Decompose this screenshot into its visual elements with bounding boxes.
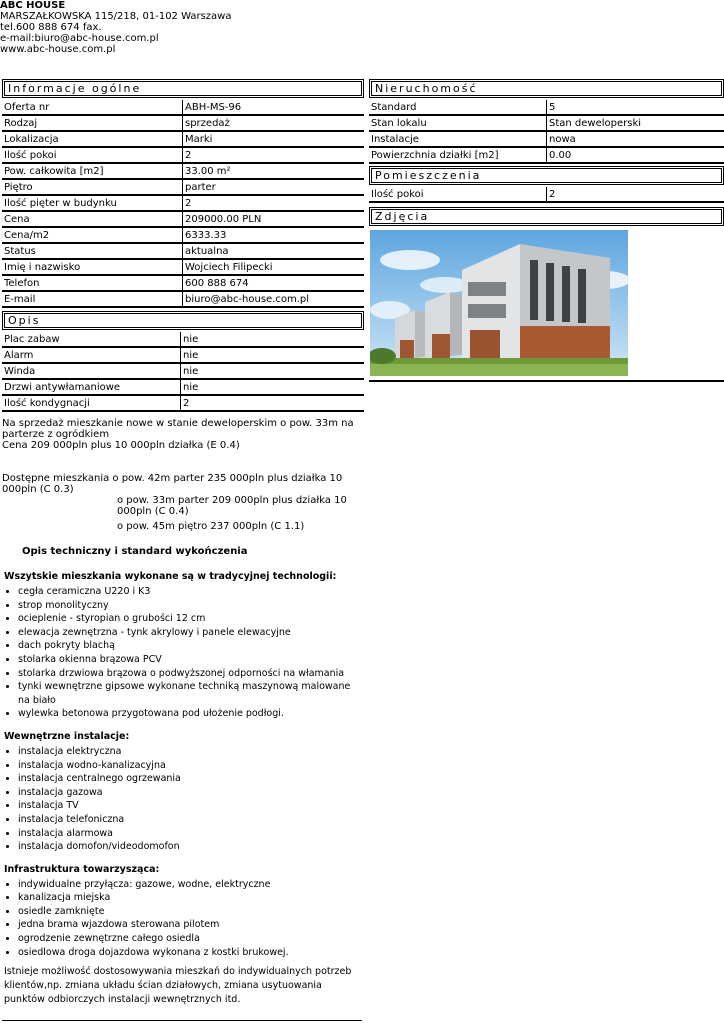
table-row bbox=[2, 292, 364, 308]
table-row bbox=[2, 348, 364, 364]
table-row bbox=[369, 132, 724, 148]
table-row bbox=[2, 332, 364, 348]
row-label: Piętro bbox=[2, 180, 183, 196]
row-value: parter bbox=[183, 180, 364, 196]
row-label: E-mail bbox=[2, 292, 183, 308]
row-value[interactable]: biuro@abc-house.com.pl bbox=[183, 292, 364, 308]
list-item: • elewacja zewnętrzna - tynk akrylowy i panele elewacyjne bbox=[18, 626, 364, 640]
row-value: nie bbox=[181, 348, 364, 364]
list-item: • stolarka okienna brązowa PCV bbox=[18, 653, 364, 667]
infrastructure-subheading: Infrastruktura towarzysząca: bbox=[4, 863, 160, 875]
list-item: • wylewka betonowa przygotowana pod ułożenie podłogi. bbox=[18, 707, 364, 721]
list-item: • ocieplenie - styropian o grubości 12 cm bbox=[18, 612, 364, 626]
property-table bbox=[369, 100, 724, 164]
row-label: Ilość pokoi bbox=[2, 148, 183, 164]
row-value: 2 bbox=[183, 148, 364, 164]
table-row bbox=[2, 148, 364, 164]
row-value: 2 bbox=[183, 196, 364, 212]
row-label: Rodzaj bbox=[2, 116, 183, 132]
company-phone: tel.600 888 674 fax. bbox=[0, 22, 102, 33]
row-value: 600 888 674 bbox=[183, 276, 364, 292]
installations-list bbox=[2, 745, 364, 854]
table-row bbox=[2, 260, 364, 276]
row-label: Lokalizacja bbox=[2, 132, 183, 148]
list-item: • instalacja gazowa bbox=[18, 786, 364, 800]
table-row bbox=[2, 100, 364, 116]
row-label: Instalacje bbox=[369, 132, 547, 148]
left-column bbox=[2, 79, 364, 1007]
company-name: ABC HOUSE bbox=[0, 0, 66, 11]
row-value: nowa bbox=[547, 132, 724, 148]
available-flat-2: o pow. 33m parter 209 000pln plus działka 10 000pln (C 0.4) bbox=[117, 495, 347, 517]
tech-list bbox=[2, 585, 364, 721]
row-value: Stan deweloperski bbox=[547, 116, 724, 132]
rooms-table bbox=[369, 187, 724, 203]
description-intro: Na sprzedaż mieszkanie nowe w stanie deweloperskim o pow. 33m na parterze z ogródkiem bbox=[2, 418, 354, 440]
infrastructure-list bbox=[2, 878, 364, 960]
row-label: Cena bbox=[2, 212, 183, 228]
tech-heading: Opis techniczny i standard wykończenia bbox=[22, 546, 248, 557]
installations-subheading: Wewnętrzne instalacje: bbox=[4, 730, 130, 742]
general-info-table bbox=[2, 100, 364, 308]
row-value: 209000.00 PLN bbox=[183, 212, 364, 228]
row-value: 6333.33 bbox=[183, 228, 364, 244]
row-value: sprzedaż bbox=[183, 116, 364, 132]
row-label: Status bbox=[2, 244, 183, 260]
table-row bbox=[2, 132, 364, 148]
opis-features-table bbox=[2, 332, 364, 412]
right-column bbox=[369, 79, 724, 382]
company-address: MARSZAŁKOWSKA 115/218, 01-102 Warszawa bbox=[0, 11, 232, 22]
table-row bbox=[369, 187, 724, 203]
row-label: Alarm bbox=[2, 348, 181, 364]
table-row bbox=[2, 196, 364, 212]
table-row bbox=[369, 116, 724, 132]
row-value: nie bbox=[181, 380, 364, 396]
section-property-title: Nieruchomość bbox=[369, 79, 724, 98]
section-photos-title: Zdjęcia bbox=[369, 207, 724, 226]
row-value: nie bbox=[181, 364, 364, 380]
photo-gallery bbox=[369, 228, 724, 382]
row-label: Powierzchnia działki [m2] bbox=[369, 148, 547, 164]
list-item: • tynki wewnętrzne gipsowe wykonane techniką maszynową malowane na biało bbox=[18, 680, 364, 707]
row-label: Drzwi antywłamaniowe bbox=[2, 380, 181, 396]
row-label: Standard bbox=[369, 100, 547, 116]
table-row bbox=[369, 148, 724, 164]
row-value: 0.00 bbox=[547, 148, 724, 164]
row-label: Plac zabaw bbox=[2, 332, 181, 348]
section-opis-title: Opis bbox=[2, 311, 364, 330]
row-label: Ilość pięter w budynku bbox=[2, 196, 183, 212]
section-general-title: Informacje ogólne bbox=[2, 79, 364, 98]
row-label: Stan lokalu bbox=[369, 116, 547, 132]
building-photo[interactable] bbox=[370, 230, 628, 376]
row-label: Ilość kondygnacji bbox=[2, 396, 181, 412]
row-label: Oferta nr bbox=[2, 100, 183, 116]
list-item: • instalacja domofon/videodomofon bbox=[18, 840, 364, 854]
row-value: Wojciech Filipecki bbox=[183, 260, 364, 276]
row-label: Cena/m2 bbox=[2, 228, 183, 244]
list-item: • instalacja alarmowa bbox=[18, 827, 364, 841]
list-item: • instalacja elektryczna bbox=[18, 745, 364, 759]
description-price: Cena 209 000pln plus 10 000pln działka (E 0.4) bbox=[2, 440, 240, 451]
row-value: nie bbox=[181, 332, 364, 348]
table-row bbox=[2, 244, 364, 260]
list-item: • cegła ceramiczna U220 i K3 bbox=[18, 585, 364, 599]
row-value: 33.00 m² bbox=[183, 164, 364, 180]
agency-header bbox=[0, 0, 231, 55]
row-label: Ilość pokoi bbox=[369, 187, 547, 203]
row-label: Winda bbox=[2, 364, 181, 380]
row-value: 2 bbox=[547, 187, 724, 203]
available-flat-1: Dostępne mieszkania o pow. 42m parter 235 000pln plus działka 10 000pln (C 0.3) bbox=[2, 473, 343, 495]
list-item: • jedna brama wjazdowa sterowana pilotem bbox=[18, 918, 364, 932]
company-website[interactable]: www.abc-house.com.pl bbox=[0, 44, 116, 55]
available-flat-3: o pow. 45m piętro 237 000pln (C 1.1) bbox=[117, 521, 305, 532]
list-item: • strop monolityczny bbox=[18, 599, 364, 613]
table-row bbox=[2, 116, 364, 132]
list-item: • dach pokryty blachą bbox=[18, 639, 364, 653]
list-item: • ogrodzenie zewnętrzne całego osiedla bbox=[18, 932, 364, 946]
list-item: • instalacja wodno-kanalizacyjna bbox=[18, 759, 364, 773]
row-value: ABH-MS-96 bbox=[183, 100, 364, 116]
table-row bbox=[2, 164, 364, 180]
table-row bbox=[2, 228, 364, 244]
table-row bbox=[2, 180, 364, 196]
bottom-divider bbox=[2, 1020, 362, 1021]
list-item: • osiedle zamknięte bbox=[18, 905, 364, 919]
row-value: Marki bbox=[183, 132, 364, 148]
table-row bbox=[2, 396, 364, 412]
table-row bbox=[369, 100, 724, 116]
table-row bbox=[2, 212, 364, 228]
list-item: • instalacja TV bbox=[18, 799, 364, 813]
row-value: 2 bbox=[181, 396, 364, 412]
offer-description bbox=[2, 418, 364, 1007]
row-label: Telefon bbox=[2, 276, 183, 292]
tech-subheading: Wszytskie mieszkania wykonane są w tradycyjnej technologii: bbox=[4, 571, 337, 582]
list-item: • instalacja centralnego ogrzewania bbox=[18, 772, 364, 786]
row-label: Imię i nazwisko bbox=[2, 260, 183, 276]
row-value: 5 bbox=[547, 100, 724, 116]
table-row bbox=[2, 364, 364, 380]
table-row bbox=[2, 276, 364, 292]
company-email: e-mail:biuro@abc-house.com.pl bbox=[0, 33, 159, 44]
section-rooms-title: Pomieszczenia bbox=[369, 166, 724, 185]
customization-note: Istnieje możliwość dostosowywania mieszkań do indywidualnych potrzeb klientów,np. zmiana układu ścian działowych, zmiana usytuowania punktów odbiorczych instalacji wewnętrznych itd. bbox=[4, 966, 352, 1006]
row-value: aktualna bbox=[183, 244, 364, 260]
list-item: • kanalizacja miejska bbox=[18, 891, 364, 905]
list-item: • instalacja telefoniczna bbox=[18, 813, 364, 827]
list-item: • indywidualne przyłącza: gazowe, wodne, elektryczne bbox=[18, 878, 364, 892]
table-row bbox=[2, 380, 364, 396]
list-item: • osiedlowa droga dojazdowa wykonana z kostki brukowej. bbox=[18, 946, 364, 960]
list-item: • stolarka drzwiowa brązowa o podwyższonej odporności na włamania bbox=[18, 667, 364, 681]
row-label: Pow. całkowita [m2] bbox=[2, 164, 183, 180]
